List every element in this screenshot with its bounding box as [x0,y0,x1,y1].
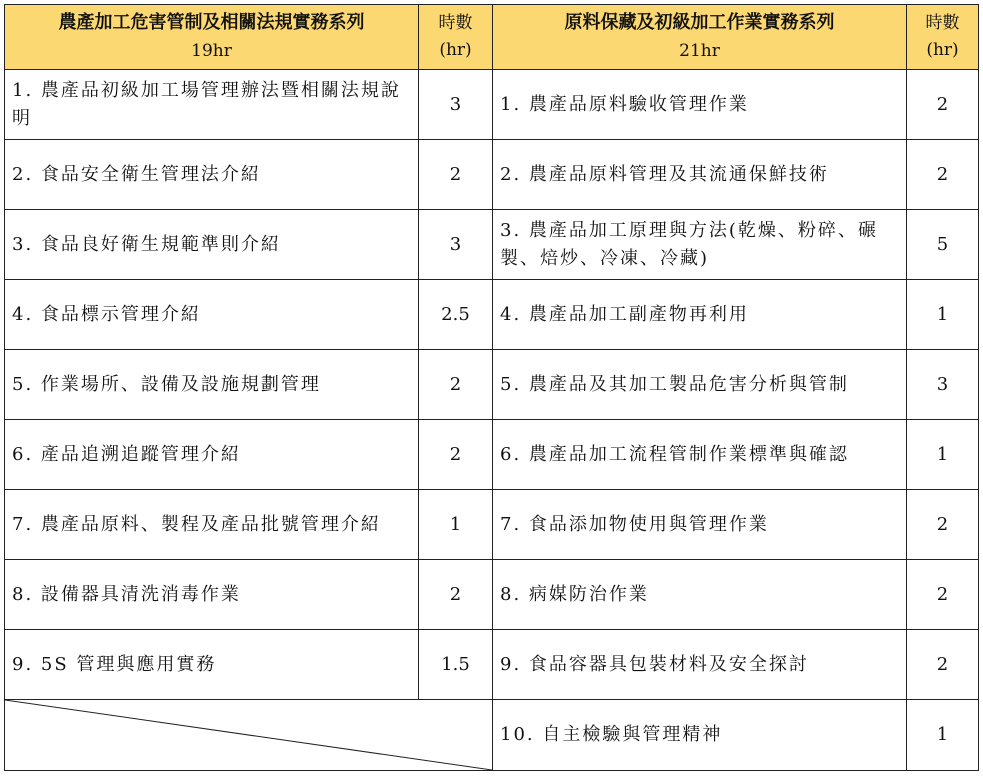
left-course-item: 2. 食品安全衛生管理法介紹 [5,140,419,210]
right-hours-unit: (hr) [926,40,959,60]
right-course-hours: 1 [907,700,979,771]
left-course-hours: 2 [419,560,493,630]
right-course-hours: 2 [907,560,979,630]
table-row [5,280,979,350]
left-course-hours: 2 [419,140,493,210]
table-row [5,350,979,420]
right-course-item: 5. 農產品及其加工製品危害分析與管制 [493,350,907,420]
right-course-item: 10. 自主檢驗與管理精神 [493,700,907,771]
left-course-hours: 2 [419,420,493,490]
right-series-header [493,5,907,70]
right-course-item: 3. 農產品加工原理與方法(乾燥、粉碎、碾製、焙炒、冷凍、冷藏) [493,210,907,280]
right-course-hours: 2 [907,490,979,560]
course-hours-table [4,4,979,771]
left-hours-unit: (hr) [439,40,472,60]
right-course-hours: 2 [907,140,979,210]
left-course-item: 9. 5S 管理與應用實務 [5,630,419,700]
table-row [5,210,979,280]
left-course-item: 3. 食品良好衛生規範準則介紹 [5,210,419,280]
right-course-item: 7. 食品添加物使用與管理作業 [493,490,907,560]
right-course-item: 4. 農產品加工副產物再利用 [493,280,907,350]
left-hours-header [419,5,493,70]
left-course-hours: 3 [419,210,493,280]
right-course-hours: 3 [907,350,979,420]
left-course-hours: 2 [419,350,493,420]
left-series-title: 農產加工危害管制及相關法規實務系列 [58,12,365,33]
right-series-title: 原料保藏及初級加工作業實務系列 [564,12,835,33]
left-hours-label: 時數 [438,13,473,33]
left-course-item: 6. 產品追溯追蹤管理介紹 [5,420,419,490]
empty-diagonal-cell [5,700,493,771]
left-course-item: 7. 農產品原料、製程及產品批號管理介紹 [5,490,419,560]
table-row [5,70,979,140]
header-row [5,5,979,70]
right-course-item: 1. 農產品原料驗收管理作業 [493,70,907,140]
table-row [5,490,979,560]
right-hours-label: 時數 [925,13,960,33]
left-series-total: 19hr [191,41,232,61]
right-course-hours: 1 [907,420,979,490]
right-course-hours: 2 [907,70,979,140]
left-course-item: 5. 作業場所、設備及設施規劃管理 [5,350,419,420]
right-course-item: 6. 農產品加工流程管制作業標準與確認 [493,420,907,490]
right-course-hours: 5 [907,210,979,280]
left-course-item: 8. 設備器具清洗消毒作業 [5,560,419,630]
right-course-hours: 1 [907,280,979,350]
right-hours-header [907,5,979,70]
left-course-hours: 3 [419,70,493,140]
right-course-hours: 2 [907,630,979,700]
right-course-item: 8. 病媒防治作業 [493,560,907,630]
table-row [5,700,979,771]
left-course-hours: 1.5 [419,630,493,700]
table-row [5,420,979,490]
table-row [5,630,979,700]
right-course-item: 9. 食品容器具包裝材料及安全探討 [493,630,907,700]
left-course-hours: 1 [419,490,493,560]
left-series-header [5,5,419,70]
table-row [5,140,979,210]
table-row [5,560,979,630]
right-series-total: 21hr [679,41,720,61]
left-course-hours: 2.5 [419,280,493,350]
left-course-item: 1. 農產品初級加工場管理辦法暨相關法規說明 [5,70,419,140]
diagonal-line [5,700,492,770]
right-course-item: 2. 農產品原料管理及其流通保鮮技術 [493,140,907,210]
left-course-item: 4. 食品標示管理介紹 [5,280,419,350]
